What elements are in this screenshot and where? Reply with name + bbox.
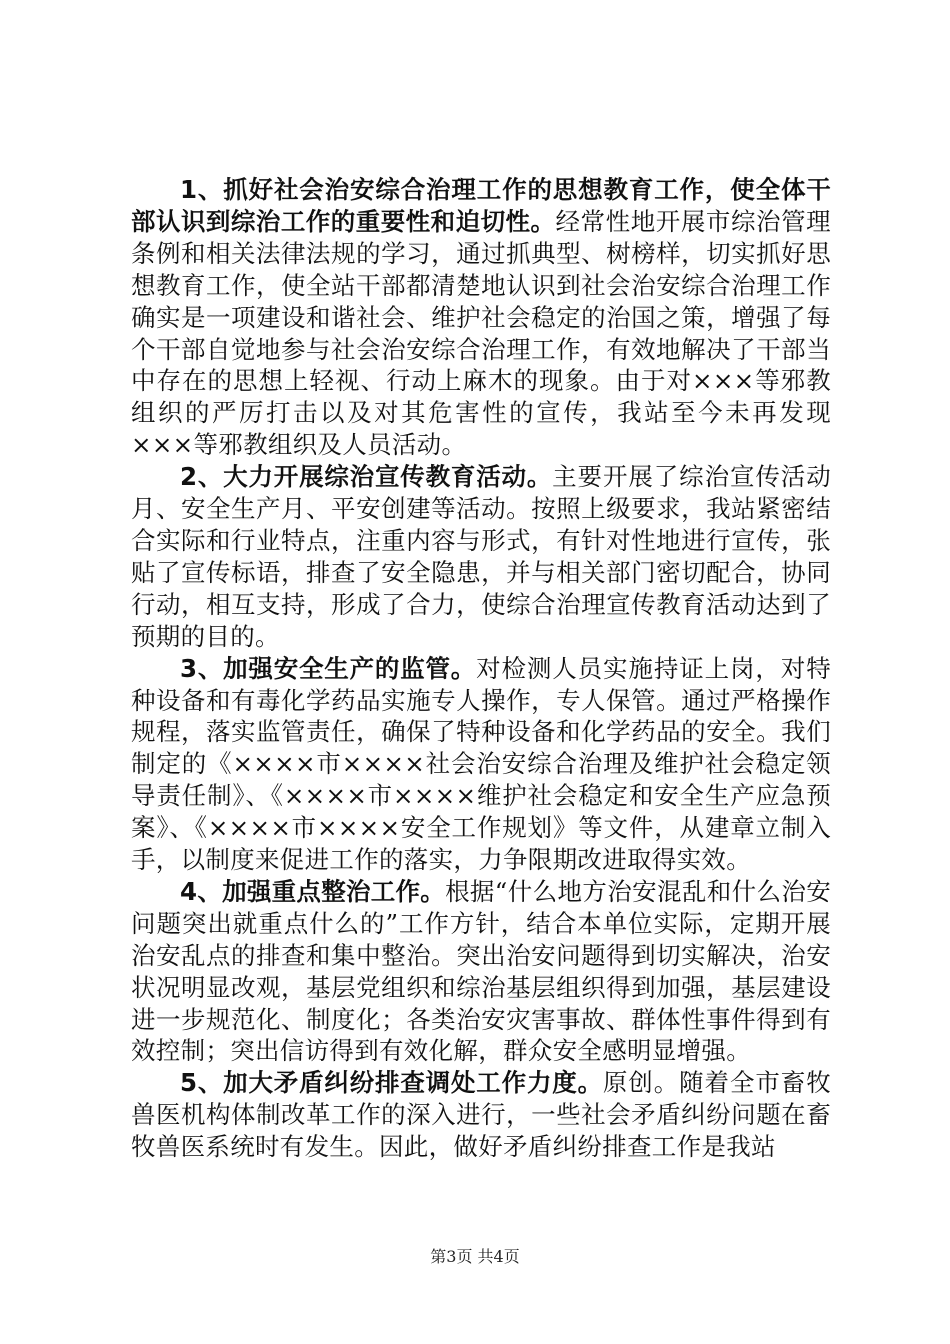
paragraph-3-heading: 3、加强安全生产的监管。 bbox=[180, 653, 477, 683]
paragraph-2-text: 主要开展了综治宣传活动月、安全生产月、平安创建等活动。按照上级要求，我站紧密结合实际和行业特点，注重内容与形式，有针对性地进行宣传，张贴了宣传标语，排查了安全隐患，并与相关部门密切配合，协同行动，相互支持，形成了合力，使综合治理宣传教育活动达到了预期的目的。 bbox=[131, 462, 831, 651]
paragraph-4 bbox=[131, 876, 831, 1067]
paragraph-2-heading: 2、大力开展综治宣传教育活动。 bbox=[180, 462, 553, 492]
paragraph-5 bbox=[131, 1067, 831, 1163]
paragraph-3-text: 对检测人员实施持证上岗，对特种设备和有毒化学药品实施专人操作，专人保管。通过严格操作规程，落实监管责任，确保了特种设备和化学药品的安全。我们制定的《××××市××××社会治安综合治理及维护社会稳定领导责任制》、《××××市××××维护社会稳定和安全生产应急预案》、《××××市××××安全工作规划》等文件，从建章立制入手，以制度来促进工作的落实，力争限期改进取得实效。 bbox=[131, 653, 831, 875]
paragraph-1-heading: 1、抓好社会治安综合治理工作的思想教育工作，使全体干部认识到综治工作的重要性和迫切性。 bbox=[131, 175, 831, 236]
page-number-footer: 第3页 共4页 bbox=[430, 1247, 520, 1266]
paragraph-1-text: 经常性地开展市综治管理条例和相关法律法规的学习，通过抓典型、树榜样，切实抓好思想教育工作，使全站干部都清楚地认识到社会治安综合治理工作确实是一项建设和谐社会、维护社会稳定的治国之策，增强了每个干部自觉地参与社会治安综合治理工作，有效地解决了干部当中存在的思想上轻视、行动上麻木的现象。由于对×××等邪教组织的严厉打击以及对其危害性的宣传，我站至今未再发现×××等邪教组织及人员活动。 bbox=[131, 206, 831, 460]
paragraph-4-heading: 4、加强重点整治工作。 bbox=[180, 876, 446, 906]
paragraph-2 bbox=[131, 461, 831, 652]
paragraph-5-heading: 5、加大矛盾纠纷排查调处工作力度。 bbox=[180, 1068, 603, 1098]
paragraph-4-text: 根据“什么地方治安混乱和什么治安问题突出就重点什么的”工作方针，结合本单位实际，定期开展治安乱点的排查和集中整治。突出治安问题得到切实解决，治安状况明显改观，基层党组织和综治基层组织得到加强，基层建设进一步规范化、制度化；各类治安灾害事故、群体性事件得到有效控制；突出信访得到有效化解，群众安全感明显增强。 bbox=[131, 876, 831, 1066]
paragraph-3 bbox=[131, 653, 831, 876]
paragraph-5-text: 原创。随着全市畜牧兽医机构体制改革工作的深入进行，一些社会矛盾纠纷问题在畜牧兽医系统时有发生。因此，做好矛盾纠纷排查工作是我站 bbox=[131, 1068, 831, 1162]
document-body bbox=[131, 174, 831, 1163]
paragraph-1 bbox=[131, 174, 831, 461]
